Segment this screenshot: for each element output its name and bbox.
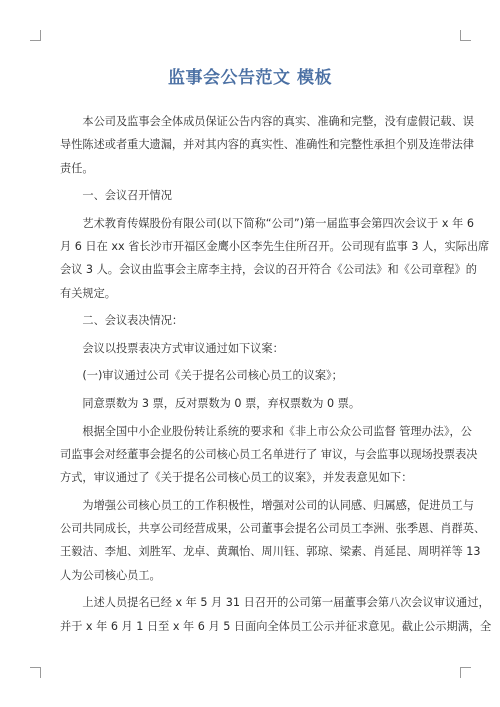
- paragraph: [60, 591, 492, 638]
- paragraph-line: 公司共同成长，共享公司经营成果，公司董事会提名公司员工李洲、张季恩、肖群英、: [60, 522, 486, 536]
- paragraph: [60, 364, 446, 387]
- crop-mark-bottom-right: [460, 667, 471, 678]
- paragraph: [60, 309, 446, 332]
- paragraph-line: 司监事会对经董事会提名的公司核心员工名单进行了 审议，与会监事以现场投票表决: [60, 447, 478, 461]
- paragraph: [60, 184, 446, 207]
- paragraph: [60, 110, 474, 180]
- paragraph-line: 人为公司核心员工。: [60, 568, 161, 582]
- paragraph-line: 一、会议召开情况: [82, 189, 172, 203]
- paragraph: [60, 337, 446, 360]
- paragraph-line: 有关规定。: [60, 286, 116, 300]
- document-title: 监事会公告范文 模板: [168, 68, 332, 88]
- crop-mark-top-left: [30, 30, 41, 41]
- paragraph-line: 导性陈述或者重大遗漏，并对其内容的真实性、准确性和完整性承担个别及连带法律: [60, 138, 474, 152]
- paragraph-line: 责任。: [60, 161, 94, 175]
- paragraph-line: 会议以投票表决方式审议通过如下议案：: [82, 341, 284, 355]
- paragraph-line: 会议 3 人。会议由监事会主席李主持，会议的召开符合《公司法》和《公司章程》的: [60, 263, 477, 277]
- paragraph-line: 同意票数为 3 票，反对票数为 0 票，弃权票数为 0 票。: [82, 397, 361, 411]
- paragraph: [60, 420, 478, 490]
- paragraph-line: (一)审议通过公司《关于提名公司核心员工的议案》；: [82, 369, 343, 383]
- paragraph-line: 方式，审议通过了《关于提名公司核心员工的议案》，并发表意见如下：: [60, 471, 413, 485]
- crop-mark-top-right: [460, 30, 471, 41]
- paragraph-line: 本公司及监事会全体成员保证公告内容的真实、准确和完整，没有虚假记载、误: [82, 115, 474, 128]
- paragraph-line: 上述人员提名已经 x 年 5 月 31 日召开的公司第一届董事会第八次会议审议通过，: [82, 596, 490, 610]
- paragraph-line: 并于 x 年 6 月 1 日至 x 年 6 月 5 日面向全体员工公示并征求意见。截止公示期满，全: [60, 619, 492, 633]
- paragraph-line: 根据全国中小企业股份转让系统的要求和《非上市公众公司监督 管理办法》，公: [82, 424, 472, 438]
- paragraph-line: 为增强公司核心员工的工作积极性，增强对公司的认同感、归属感，促进员工与: [82, 498, 474, 512]
- paragraph-line: 艺术教育传媒股份有限公司(以下简称“公司”)第一届监事会第四次会议于 x 年 6: [82, 216, 474, 230]
- paragraph-line: 二、会议表决情况：: [82, 314, 184, 328]
- paragraph: [60, 212, 490, 305]
- crop-mark-bottom-left: [30, 667, 41, 678]
- paragraph-line: 月 6 日在 xx 省长沙市开福区金鹰小区李先生住所召开。公司现有监事 3 人，实际出席: [60, 240, 490, 254]
- paragraph: [60, 392, 446, 415]
- document-body: [60, 110, 492, 642]
- paragraph-line: 王毅洁、李旭、刘胜军、龙卓、黄珮怡、周川钰、郭琼、梁素、肖延昆、周明祥等 13: [60, 545, 481, 559]
- paragraph: [60, 494, 486, 587]
